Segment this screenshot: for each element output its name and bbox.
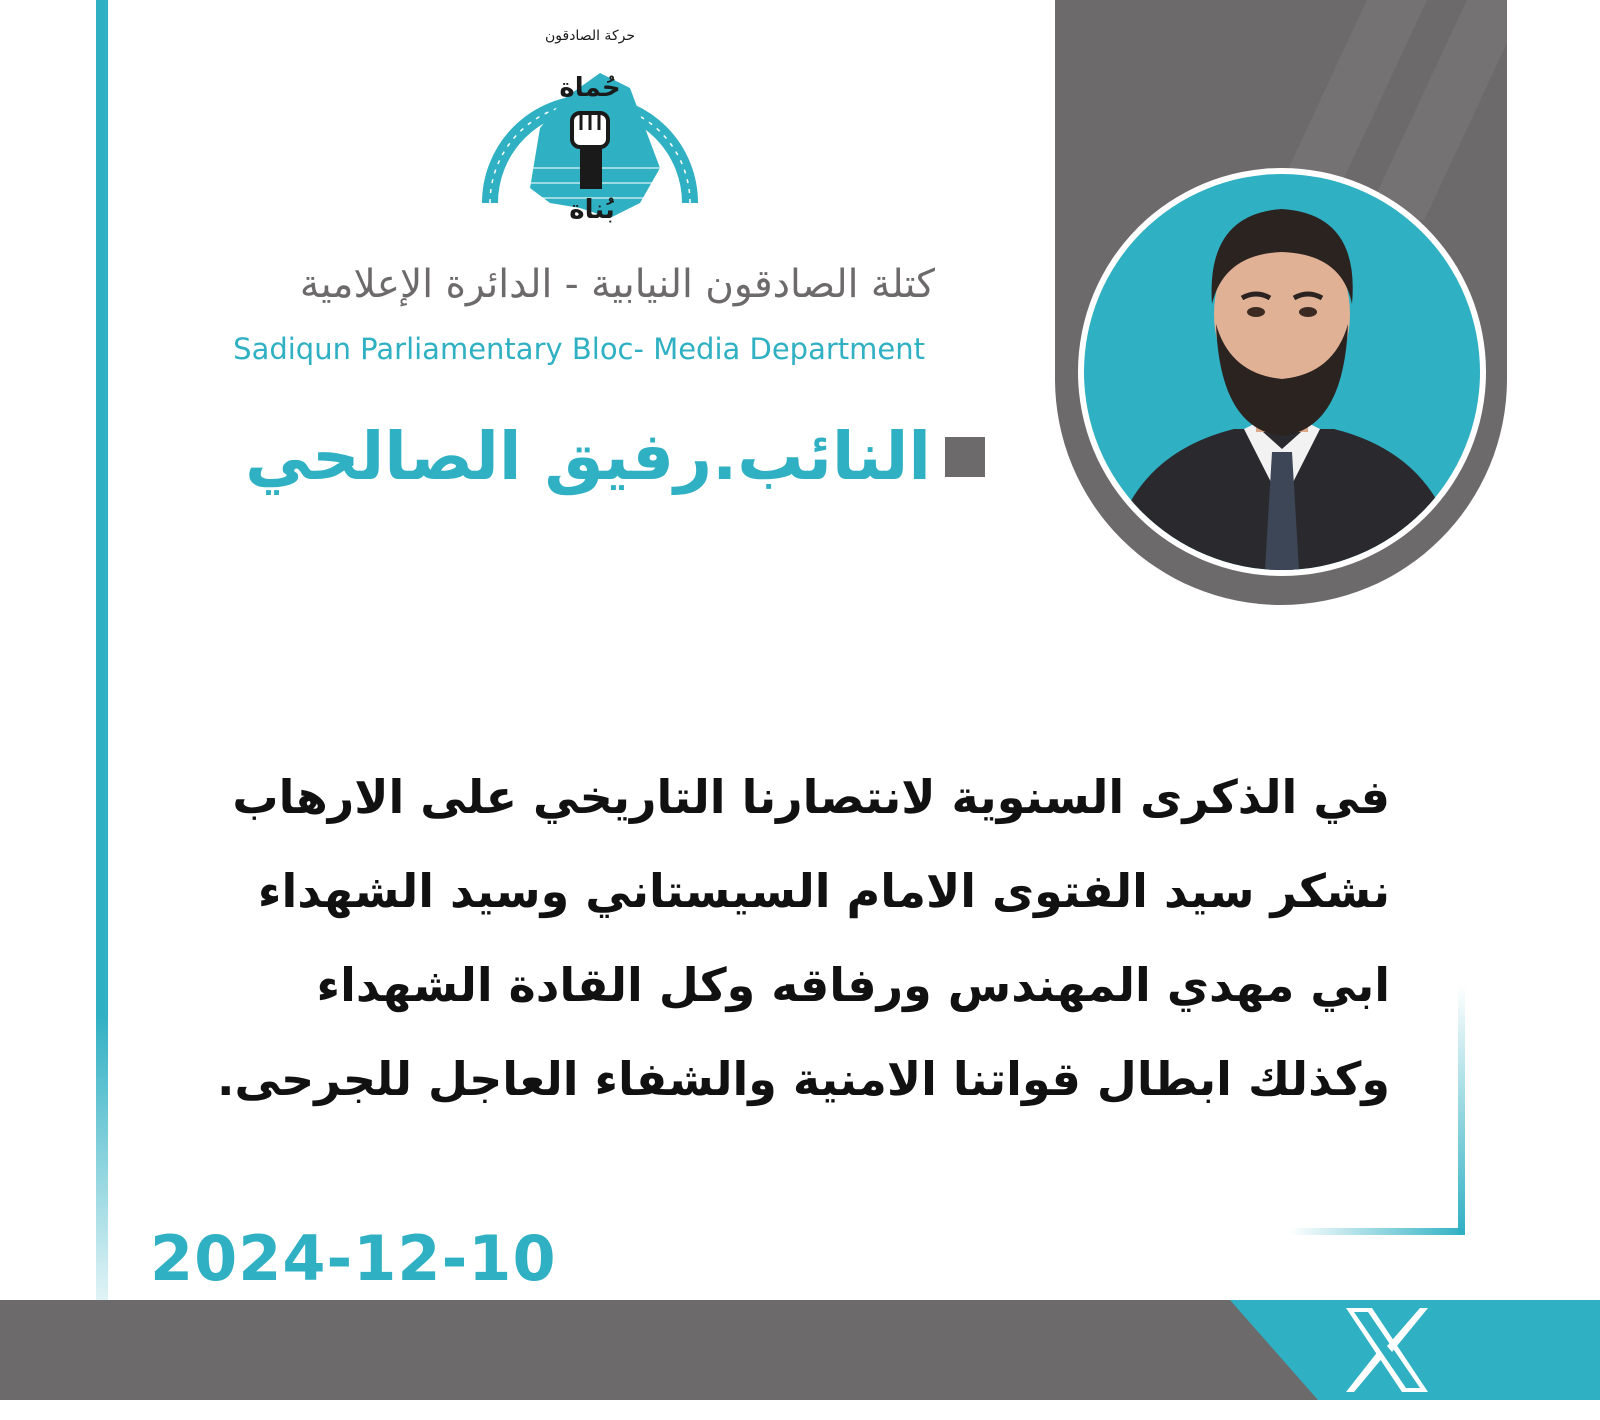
message-frame-right [1458, 985, 1465, 1235]
logo-top-word: حُماة [559, 73, 621, 103]
message-frame-bottom [1290, 1228, 1465, 1235]
person-silhouette-icon [1084, 174, 1480, 570]
movement-logo [470, 18, 710, 238]
speaker-name-row [245, 418, 985, 495]
speaker-name: النائب.رفيق الصالحي [245, 418, 931, 495]
message-line: وكذلك ابطال قواتنا الامنية والشفاء العاجل للجرحى. [217, 1052, 1390, 1106]
speaker-portrait [1078, 168, 1486, 576]
x-logo-icon[interactable] [1342, 1306, 1432, 1394]
message-line: نشكر سيد الفتوى الامام السيستاني وسيد الشهداء [257, 864, 1390, 918]
bloc-name-arabic: كتلة الصادقون النيابية - الدائرة الإعلامية [299, 262, 935, 307]
logo-bottom-word: بُناة [569, 195, 615, 225]
left-accent-bar [96, 0, 108, 1300]
bottom-margin [0, 1400, 1600, 1420]
post-date: 2024-12-10 [150, 1222, 557, 1295]
name-bullet-square [945, 437, 985, 477]
message-body [150, 750, 1390, 1126]
message-line: في الذكرى السنوية لانتصارنا التاريخي على الارهاب [232, 770, 1390, 824]
portrait-background [1084, 174, 1480, 570]
message-line: ابي مهدي المهندس ورفاقه وكل القادة الشهداء [316, 958, 1390, 1012]
bloc-name-english: Sadiqun Parliamentary Bloc- Media Department [233, 332, 925, 366]
logo-ring-text: حركة الصادقون [544, 28, 636, 44]
